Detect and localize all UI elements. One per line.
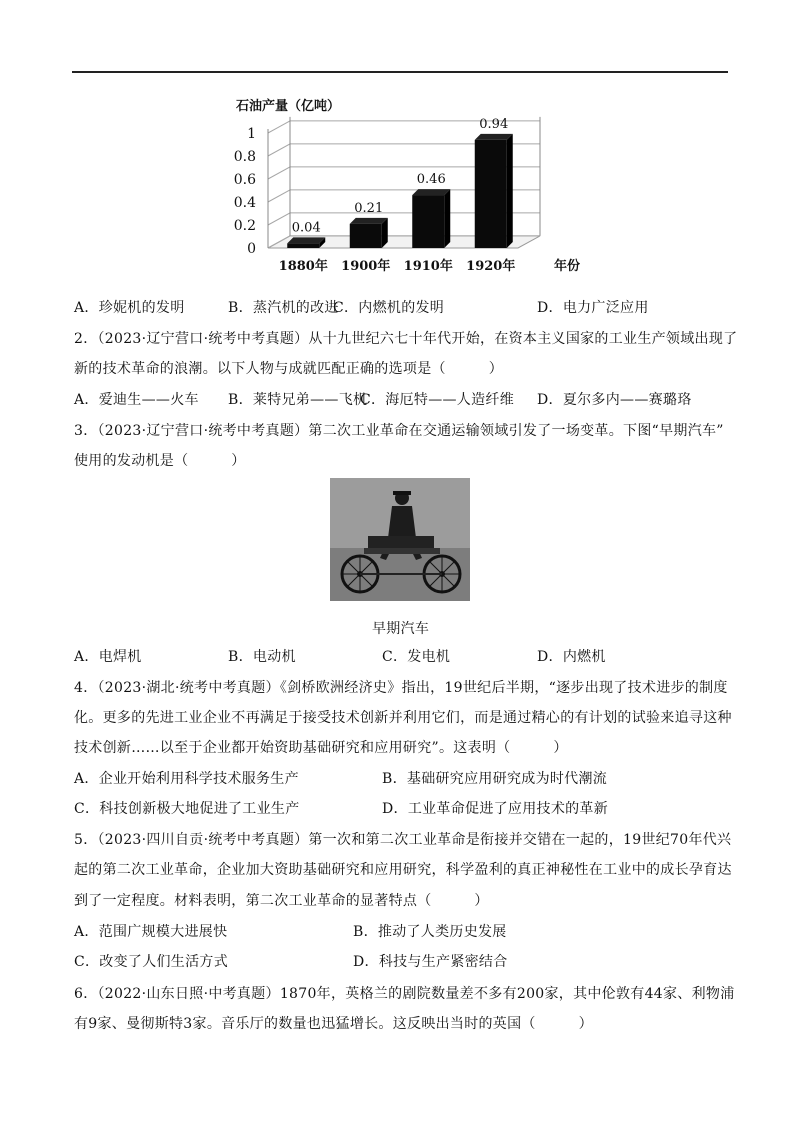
chart-ytick-label: 1 [247, 126, 256, 142]
chart-ytick-label: 0.2 [233, 218, 256, 234]
q3-option-a[interactable]: A．电焊机 [74, 649, 142, 665]
early-car-photo [330, 478, 470, 601]
q5-stem-line3: 到了一定程度。材料表明，第二次工业革命的显著特点（ ） [74, 893, 489, 909]
q1-option-d[interactable]: D．电力广泛应用 [537, 300, 649, 316]
chart-bar-top [350, 218, 388, 224]
chart-data-label: 0.21 [354, 200, 384, 216]
q4-stem-line2: 化。更多的先进工业企业不再满足于接受技术创新并利用它们，而是通过精心的有计划的试验来追寻这种 [74, 710, 732, 726]
chart-ytick-label: 0.8 [233, 149, 256, 165]
q5-stem-line1: 5．（2023·四川自贡·统考中考真题）第一次和第二次工业革命是衔接并交错在一起的，19世纪70年代兴 [74, 832, 732, 848]
chart-ytick-label: 0 [247, 241, 256, 257]
q5-option-a[interactable]: A．范围广规模大进展快 [74, 924, 228, 940]
chart-data-label: 0.94 [479, 116, 509, 132]
q3-option-d[interactable]: D．内燃机 [537, 649, 606, 665]
q5-option-c[interactable]: C．改变了人们生活方式 [74, 954, 229, 970]
q5-option-d[interactable]: D．科技与生产紧密结合 [353, 954, 508, 970]
chart-bar [412, 195, 444, 248]
q4-option-d[interactable]: D．工业革命促进了应用技术的革新 [382, 801, 609, 817]
q2-option-b[interactable]: B．莱特兄弟——飞机 [228, 392, 368, 408]
chart-bar-side [507, 134, 513, 248]
chart-ytick-label: 0.6 [233, 172, 256, 188]
chart-bar-top [412, 189, 450, 195]
q4-option-c[interactable]: C．科技创新极大地促进了工业生产 [74, 801, 300, 817]
q2-option-a[interactable]: A．爱迪生——火车 [74, 392, 199, 408]
q3-stem-line1: 3．（2023·辽宁营口·统考中考真题）第二次工业革命在交通运输领域引发了一场变革。下图“早期汽车” [74, 423, 724, 439]
chart-xlabel: 年份 [554, 259, 581, 274]
chart-xtick-label: 1910年 [403, 259, 453, 274]
q3-stem-line2: 使用的发动机是（ ） [74, 453, 246, 469]
q5-stem-line2: 起的第二次工业革命，企业加大资助基础研究和应用研究，科学盈利的真正神秘性在工业中的成长孕育达 [74, 862, 732, 878]
chart-data-label: 0.46 [416, 172, 446, 188]
chart-xtick-label: 1900年 [341, 259, 391, 274]
q3-option-c[interactable]: C．发电机 [382, 649, 451, 665]
chart-data-label: 0.04 [291, 220, 321, 236]
q2-stem-line1: 2．（2023·辽宁营口·统考中考真题）从十九世纪六七十年代开始，在资本主义国家的工业生产领域出现了 [74, 331, 738, 347]
q2-option-d[interactable]: D．夏尔多内——赛璐珞 [537, 392, 692, 408]
q4-option-a[interactable]: A．企业开始利用科学技术服务生产 [74, 771, 299, 787]
chart-bar-top [287, 237, 325, 243]
header-rule [72, 71, 728, 73]
q2-option-c[interactable]: C．海厄特——人造纤维 [360, 392, 515, 408]
q4-option-b[interactable]: B．基础研究应用研究成为时代潮流 [382, 771, 608, 787]
q6-stem-line1: 6．（2022·山东日照·中考真题）1870年，英格兰的剧院数量差不多有200家，其中伦敦有44家、利物浦 [74, 986, 735, 1002]
q4-stem-line3: 技术创新……以至于企业都开始资助基础研究和应用研究”。这表明（ ） [74, 740, 568, 756]
q1-option-b[interactable]: B．蒸汽机的改进 [228, 300, 339, 316]
chart-bar-top [475, 134, 513, 140]
q5-option-b[interactable]: B．推动了人类历史发展 [353, 924, 507, 940]
chart-bar [287, 243, 319, 248]
chart-bar [350, 224, 382, 248]
photo-caption: 早期汽车 [372, 621, 430, 637]
q3-option-b[interactable]: B．电动机 [228, 649, 296, 665]
chart-xtick-label: 1880年 [278, 259, 328, 274]
chart-ylabel: 石油产量（亿吨） [236, 99, 341, 114]
chart-bar [475, 140, 507, 248]
q2-stem-line2: 新的技术革命的浪潮。以下人物与成就匹配正确的选项是（ ） [74, 361, 503, 377]
q4-stem-line1: 4．（2023·湖北·统考中考真题）《剑桥欧洲经济史》指出，19世纪后半期，“逐步出现了技术进步的制度 [74, 680, 728, 696]
chart-xtick-label: 1920年 [466, 259, 516, 274]
q1-option-a[interactable]: A．珍妮机的发明 [74, 300, 185, 316]
oil-production-chart [228, 90, 588, 280]
q6-stem-line2: 有9家、曼彻斯特3家。音乐厅的数量也迅猛增长。这反映出当时的英国（ ） [74, 1016, 593, 1032]
chart-bar-side [444, 189, 450, 248]
q1-option-c[interactable]: C．内燃机的发明 [333, 300, 445, 316]
chart-ytick-label: 0.4 [233, 195, 256, 211]
